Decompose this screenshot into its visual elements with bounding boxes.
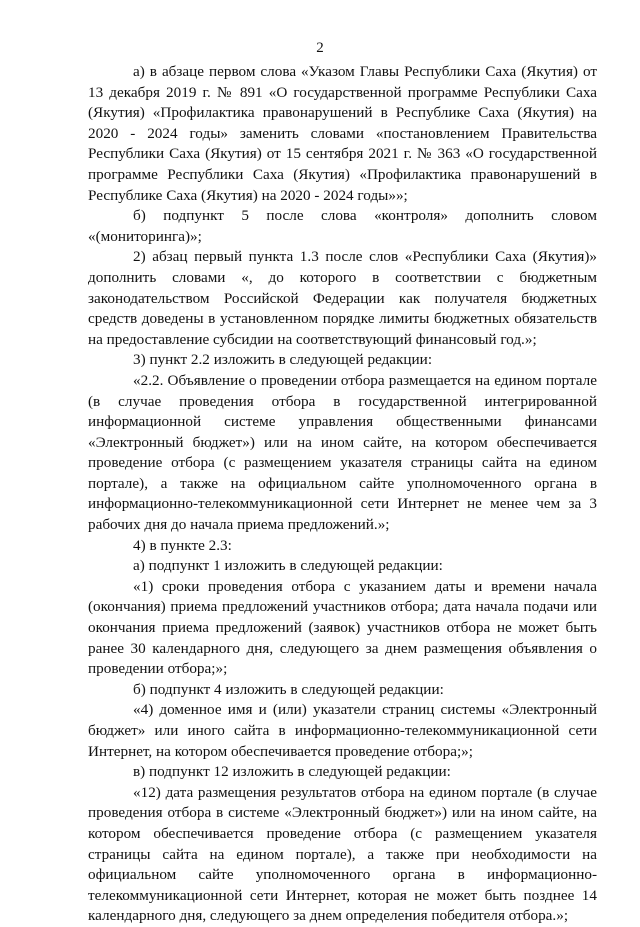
paragraph-2-item-1-3: 2) абзац первый пункта 1.3 после слов «Республики Саха (Якутия)» дополнить словами «, до которого в соответствии с бюджетным законодательством Российской Федерации как получателя бюджетных средств доведены в установленном порядке лимиты бюджетных обязательств на предоставление субсидии на соответствующий финансовый год.»; [88,248,597,348]
paragraph-1b-subitem-5: б) подпункт 5 после слова «контроля» дополнить словом «(мониторинга)»; [88,207,597,245]
paragraph-4b-subitem-4-intro: б) подпункт 4 изложить в следующей редакции: [133,680,444,698]
page-number: 2 [316,40,324,56]
paragraph-subitem-4-text: «4) доменное имя и (или) указатели страниц системы «Электронный бюджет» или иного сайта в информационно-телекоммуникационной сети Интернет, на котором обеспечивается проведение отбора;»; [88,701,597,760]
paragraph-subitem-1-text: «1) сроки проведения отбора с указанием даты и времени начала (окончания) приема предложений участников отбора; дата начала подачи или окончания приема предложений (заявок) участников отбора не может быть ранее 30 календарного дня, следующего за днем размещения объявления о проведении отбора;»; [88,577,597,678]
paragraph-4-item-2-3: 4) в пункте 2.3: [133,536,232,554]
paragraph-3-item-2-2-intro: 3) пункт 2.2 изложить в следующей редакции: [133,351,433,369]
paragraph-1a-replace-decree: а) в абзаце первом слова «Указом Главы Республики Саха (Якутия) от 13 декабря 2019 г. № 891 «О государственной программе Республики Саха (Якутия) «Профилактика правонарушений в Республике Саха (Якутия) на 2020 - 2024 годы» заменить словами «постановлением Правительства Республики Саха (Якутия) от 15 сентября 2021 г. № 363 «О государственной программе Республики Саха (Якутия) «Профилактика правонарушений в Республике Саха (Якутия) на 2020 - 2024 годы»»; [88,63,597,204]
paragraph-subitem-12-text: «12) дата размещения результатов отбора на едином портале (в случае проведения отбора в системе «Электронный бюджет») или на ином сайте, на котором обеспечивается проведение отбора (с размещением указателя страницы сайта на едином портале), а также при необходимости на официальном сайте уполномоченного органа в информационно-телекоммуникационной сети Интернет, которая не может быть позднее 14 календарного дня, следующего за днем определения победителя отбора.»; [88,783,597,925]
paragraph-4a-subitem-1-intro: а) подпункт 1 изложить в следующей редакции: [133,557,443,575]
document-body [88,62,597,927]
paragraph-4c-subitem-12-intro: в) подпункт 12 изложить в следующей редакции: [133,763,451,781]
paragraph-item-2-2-text: «2.2. Объявление о проведении отбора размещается на едином портале (в случае проведения отбора в государственной интегрированной информационной системе управления общественными финансами «Электронный бюджет») или на ином сайте, на котором обеспечивается проведение отбора (с размещением указателя страницы сайта на едином портале), а также на официальном сайте уполномоченного органа в информационно-телекоммуникационной сети Интернет не менее чем за 3 рабочих дня до начала приема предложений.»; [88,371,597,534]
